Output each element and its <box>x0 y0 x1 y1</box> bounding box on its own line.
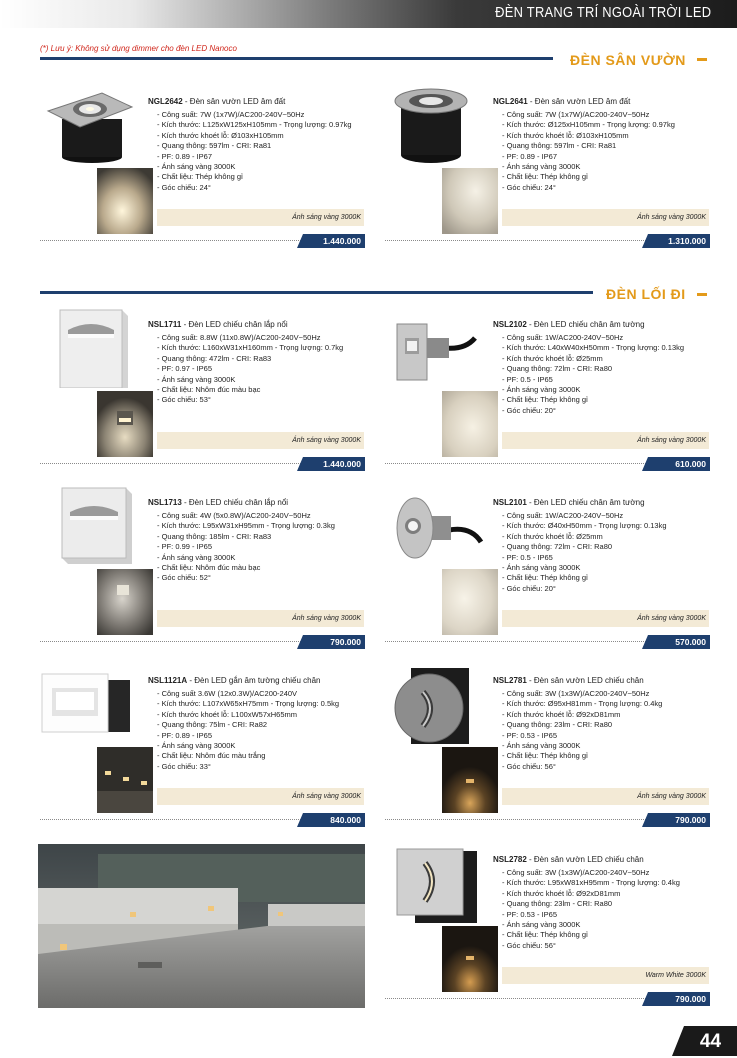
product-image <box>385 664 485 744</box>
spec-item: - Công suất: 7W (1x7W)/AC200-240V~50Hz <box>502 110 650 119</box>
spec-item: - Quang thông: 23lm - CRI: Ra80 <box>502 899 613 909</box>
spec-item: - Ánh sáng vàng 3000K <box>157 552 236 562</box>
light-color-label: Ánh sáng vàng 3000K <box>157 610 364 627</box>
light-effect-thumbnail <box>442 168 498 234</box>
spec-item: - Chất liệu: Nhôm đúc màu bạc <box>157 563 261 573</box>
product-card <box>40 486 365 686</box>
spec-item: - Góc chiếu: 56° <box>502 940 556 950</box>
section-dash <box>697 293 707 296</box>
light-effect-thumbnail <box>442 569 498 635</box>
light-effect-thumbnail <box>442 747 498 813</box>
product-card <box>385 664 710 864</box>
section-divider <box>40 57 553 60</box>
spec-item: - Kích thước: L160xW31xH160mm - Trọng lượng: 0.7kg <box>157 343 344 353</box>
spec-list <box>502 689 662 772</box>
spec-list <box>157 511 335 584</box>
product-card <box>385 843 710 1043</box>
spec-item: - Công suất: 1W/AC200-240V~50Hz <box>502 333 624 342</box>
spec-item: - Kích thước: L125xW125xH105mm - Trọng lượng: 0.97kg <box>157 120 352 130</box>
spec-item: - PF: 0.53 - IP65 <box>502 909 558 919</box>
spec-item: - Góc chiếu: 56° <box>502 761 556 771</box>
price-tag: 790.000 <box>648 813 710 827</box>
spec-item: - Công suất: 1W/AC200-240V~50Hz <box>502 511 624 520</box>
product-name: - Đèn LED chiếu chân lắp nổi <box>181 498 289 507</box>
product-title <box>493 320 645 329</box>
spec-item: - Quang thông: 75lm - CRI: Ra82 <box>157 720 268 730</box>
product-title <box>493 855 644 864</box>
product-card <box>385 308 710 508</box>
product-code: NSL2101 <box>493 498 527 507</box>
spec-item: - Góc chiếu: 20° <box>502 405 556 415</box>
spec-item: - Góc chiếu: 20° <box>502 583 556 593</box>
spec-item: - Kích thước khoét lỗ: Ø25mm <box>502 531 603 541</box>
product-code: NSL1711 <box>148 320 182 329</box>
price-tag: 790.000 <box>303 635 365 649</box>
product-image <box>385 308 485 388</box>
product-code: NSL2782 <box>493 855 527 864</box>
product-title <box>148 320 288 329</box>
spec-item: - Chất liệu: Thép không gỉ <box>502 395 588 405</box>
spec-item: - Công suất: 7W (1x7W)/AC200-240V~50Hz <box>157 110 305 119</box>
spec-list <box>157 689 339 772</box>
product-title <box>148 676 320 685</box>
light-color-label: Ánh sáng vàng 3000K <box>157 432 364 449</box>
light-effect-thumbnail <box>97 569 153 635</box>
product-code: NSL2102 <box>493 320 527 329</box>
spec-item: - PF: 0.5 - IP65 <box>502 552 553 562</box>
spec-item: - PF: 0.89 - IP67 <box>157 151 213 161</box>
section-dash <box>697 58 707 61</box>
spec-item: - Công suất 3.6W (12x0.3W)/AC200-240V <box>157 689 298 698</box>
spec-list <box>502 333 684 416</box>
price-tag: 610.000 <box>648 457 710 471</box>
price-tag: 570.000 <box>648 635 710 649</box>
spec-item: - Kích thước khoét lỗ: Ø103xH105mm <box>502 130 629 140</box>
spec-item: - Quang thông: 597lm - CRI: Ra81 <box>157 141 272 151</box>
price-tag: 840.000 <box>303 813 365 827</box>
spec-item: - Góc chiếu: 33° <box>157 761 211 771</box>
spec-item: - Kích thước: Ø40xH50mm - Trọng lượng: 0.13kg <box>502 521 667 531</box>
spec-item: - Ánh sáng vàng 3000K <box>157 741 236 751</box>
light-color-label: Ánh sáng vàng 3000K <box>502 209 709 226</box>
product-name: - Đèn sân vườn LED chiếu chân <box>526 676 644 685</box>
product-card <box>385 85 710 285</box>
spec-item: - Chất liệu: Thép không gỉ <box>502 172 588 182</box>
spec-item: - Quang thông: 597lm - CRI: Ra81 <box>502 141 617 151</box>
light-color-label: Ánh sáng vàng 3000K <box>502 788 709 805</box>
price-tag: 1.440.000 <box>303 457 365 471</box>
product-name: - Đèn sân vườn LED âm đất <box>182 97 286 106</box>
spec-item: - Góc chiếu: 53° <box>157 395 211 405</box>
product-card <box>385 486 710 686</box>
spec-item: - Chất liệu: Thép không gỉ <box>157 172 243 182</box>
product-code: NGL2641 <box>493 97 528 106</box>
product-image <box>385 85 485 165</box>
spec-item: - Kích thước: Ø125xH105mm - Trọng lượng: 0.97kg <box>502 120 675 130</box>
product-name: - Đèn LED chiếu chân lắp nổi <box>181 320 288 329</box>
spec-item: - Góc chiếu: 24° <box>502 182 556 192</box>
spec-item: - Ánh sáng vàng 3000K <box>502 385 581 395</box>
product-image <box>40 85 140 165</box>
product-title <box>148 498 288 507</box>
product-code: NSL1121A <box>148 676 188 685</box>
outdoor-installation-photo <box>38 844 365 1008</box>
spec-item: - Quang thông: 72lm - CRI: Ra80 <box>502 364 613 374</box>
light-color-label: Ánh sáng vàng 3000K <box>502 610 709 627</box>
product-title <box>148 97 285 106</box>
spec-list <box>502 868 680 951</box>
spec-list <box>157 333 343 406</box>
light-effect-thumbnail <box>442 926 498 992</box>
spec-item: - Kích thước khoét lỗ: Ø25mm <box>502 353 603 363</box>
price-tag: 1.310.000 <box>648 234 710 248</box>
price-tag: 790.000 <box>648 992 710 1006</box>
spec-item: - Ánh sáng vàng 3000K <box>502 920 581 930</box>
spec-item: - Ánh sáng vàng 3000K <box>502 563 581 573</box>
spec-item: - Chất liệu: Thép không gỉ <box>502 573 588 583</box>
section-divider <box>40 291 593 294</box>
light-effect-thumbnail <box>442 391 498 457</box>
spec-item: - Quang thông: 72lm - CRI: Ra80 <box>502 542 613 552</box>
spec-item: - Chất liệu: Thép không gỉ <box>502 930 588 940</box>
spec-item: - Kích thước khoét lỗ: Ø92xD81mm <box>502 709 621 719</box>
product-name: - Đèn sân vườn LED âm đất <box>527 97 631 106</box>
spec-item: - Kích thước: L95xW31xH95mm - Trọng lượng: 0.3kg <box>157 521 335 531</box>
product-image <box>385 486 485 566</box>
spec-list <box>157 110 352 193</box>
spec-item: - Quang thông: 472lm - CRI: Ra83 <box>157 353 272 363</box>
light-color-label: Ánh sáng vàng 3000K <box>502 432 709 449</box>
light-effect-thumbnail <box>97 168 153 234</box>
price-tag: 1.440.000 <box>303 234 365 248</box>
product-image <box>40 486 140 566</box>
spec-item: - Ánh sáng vàng 3000K <box>502 741 581 751</box>
product-image <box>40 308 140 388</box>
product-name: - Đèn sân vườn LED chiếu chân <box>526 855 644 864</box>
section-title-garden: ĐÈN SÂN VƯỜN <box>570 52 686 68</box>
product-card <box>40 308 365 508</box>
product-name: - Đèn LED chiếu chân âm tường <box>526 498 645 507</box>
product-name: - Đèn LED gắn âm tường chiếu chân <box>187 676 321 685</box>
spec-item: - PF: 0.97 - IP65 <box>157 364 213 374</box>
spec-item: - Quang thông: 23lm - CRI: Ra80 <box>502 720 613 730</box>
spec-item: - Kích thước: L40xW40xH50mm - Trọng lượng: 0.13kg <box>502 343 685 353</box>
spec-item: - Ánh sáng vàng 3000K <box>157 162 236 172</box>
spec-item: - Công suất: 3W (1x3W)/AC200-240V~50Hz <box>502 689 650 698</box>
spec-item: - PF: 0.89 - IP67 <box>502 151 558 161</box>
product-name: - Đèn LED chiếu chân âm tường <box>526 320 645 329</box>
spec-item: - Góc chiếu: 52° <box>157 573 211 583</box>
spec-item: - Công suất: 3W (1x3W)/AC200-240V~50Hz <box>502 868 650 877</box>
spec-item: - Chất liệu: Nhôm đúc màu bạc <box>157 385 261 395</box>
product-code: NSL2781 <box>493 676 527 685</box>
spec-item: - Chất liệu: Nhôm đúc màu trắng <box>157 751 266 761</box>
spec-item: - Kích thước: Ø95xH81mm - Trọng lượng: 0.4kg <box>502 699 663 709</box>
dimmer-note: (*) Lưu ý: Không sử dụng dimmer cho đèn LED Nanoco <box>40 44 237 53</box>
spec-item: - Công suất: 8.8W (11x0.8W)/AC200-240V~50Hz <box>157 333 321 342</box>
spec-item: - Ánh sáng vàng 3000K <box>502 162 581 172</box>
product-code: NGL2642 <box>148 97 183 106</box>
product-title <box>493 676 644 685</box>
light-color-label: Ánh sáng vàng 3000K <box>157 788 364 805</box>
section-title-path: ĐÈN LỐI ĐI <box>606 286 686 302</box>
product-title <box>493 97 630 106</box>
spec-item: - Quang thông: 185lm - CRI: Ra83 <box>157 531 272 541</box>
spec-list <box>502 110 675 193</box>
product-card <box>40 85 365 285</box>
product-code: NSL1713 <box>148 498 182 507</box>
product-image <box>40 664 140 744</box>
spec-item: - Chất liệu: Thép không gỉ <box>502 751 588 761</box>
light-effect-thumbnail <box>97 747 153 813</box>
spec-item: - Kích thước: L107xW65xH75mm - Trọng lượng: 0.5kg <box>157 699 340 709</box>
spec-item: - PF: 0.99 - IP65 <box>157 542 213 552</box>
spec-item: - PF: 0.89 - IP65 <box>157 730 213 740</box>
light-effect-thumbnail <box>97 391 153 457</box>
spec-item: - Công suất: 4W (5x0.8W)/AC200-240V~50Hz <box>157 511 311 520</box>
spec-item: - PF: 0.53 - IP65 <box>502 730 558 740</box>
spec-item: - Kích thước khoét lỗ: Ø103xH105mm <box>157 130 284 140</box>
light-color-label: Warm White 3000K <box>502 967 709 984</box>
spec-list <box>502 511 667 594</box>
spec-item: - Kích thước khoét lỗ: Ø92xD81mm <box>502 888 621 898</box>
page-title: ĐÈN TRANG TRÍ NGOÀI TRỜI LED <box>494 4 711 21</box>
product-card <box>40 664 365 864</box>
spec-item: - PF: 0.5 - IP65 <box>502 374 553 384</box>
spec-item: - Góc chiếu: 24° <box>157 182 211 192</box>
product-title <box>493 498 645 507</box>
spec-item: - Kích thước khoét lỗ: L100xW57xH65mm <box>157 709 297 719</box>
spec-item: - Ánh sáng vàng 3000K <box>157 374 236 384</box>
spec-item: - Kích thước: L95xW81xH95mm - Trọng lượng: 0.4kg <box>502 878 680 888</box>
page-number: 44 <box>684 1026 737 1056</box>
light-color-label: Ánh sáng vàng 3000K <box>157 209 364 226</box>
product-image <box>385 843 485 923</box>
